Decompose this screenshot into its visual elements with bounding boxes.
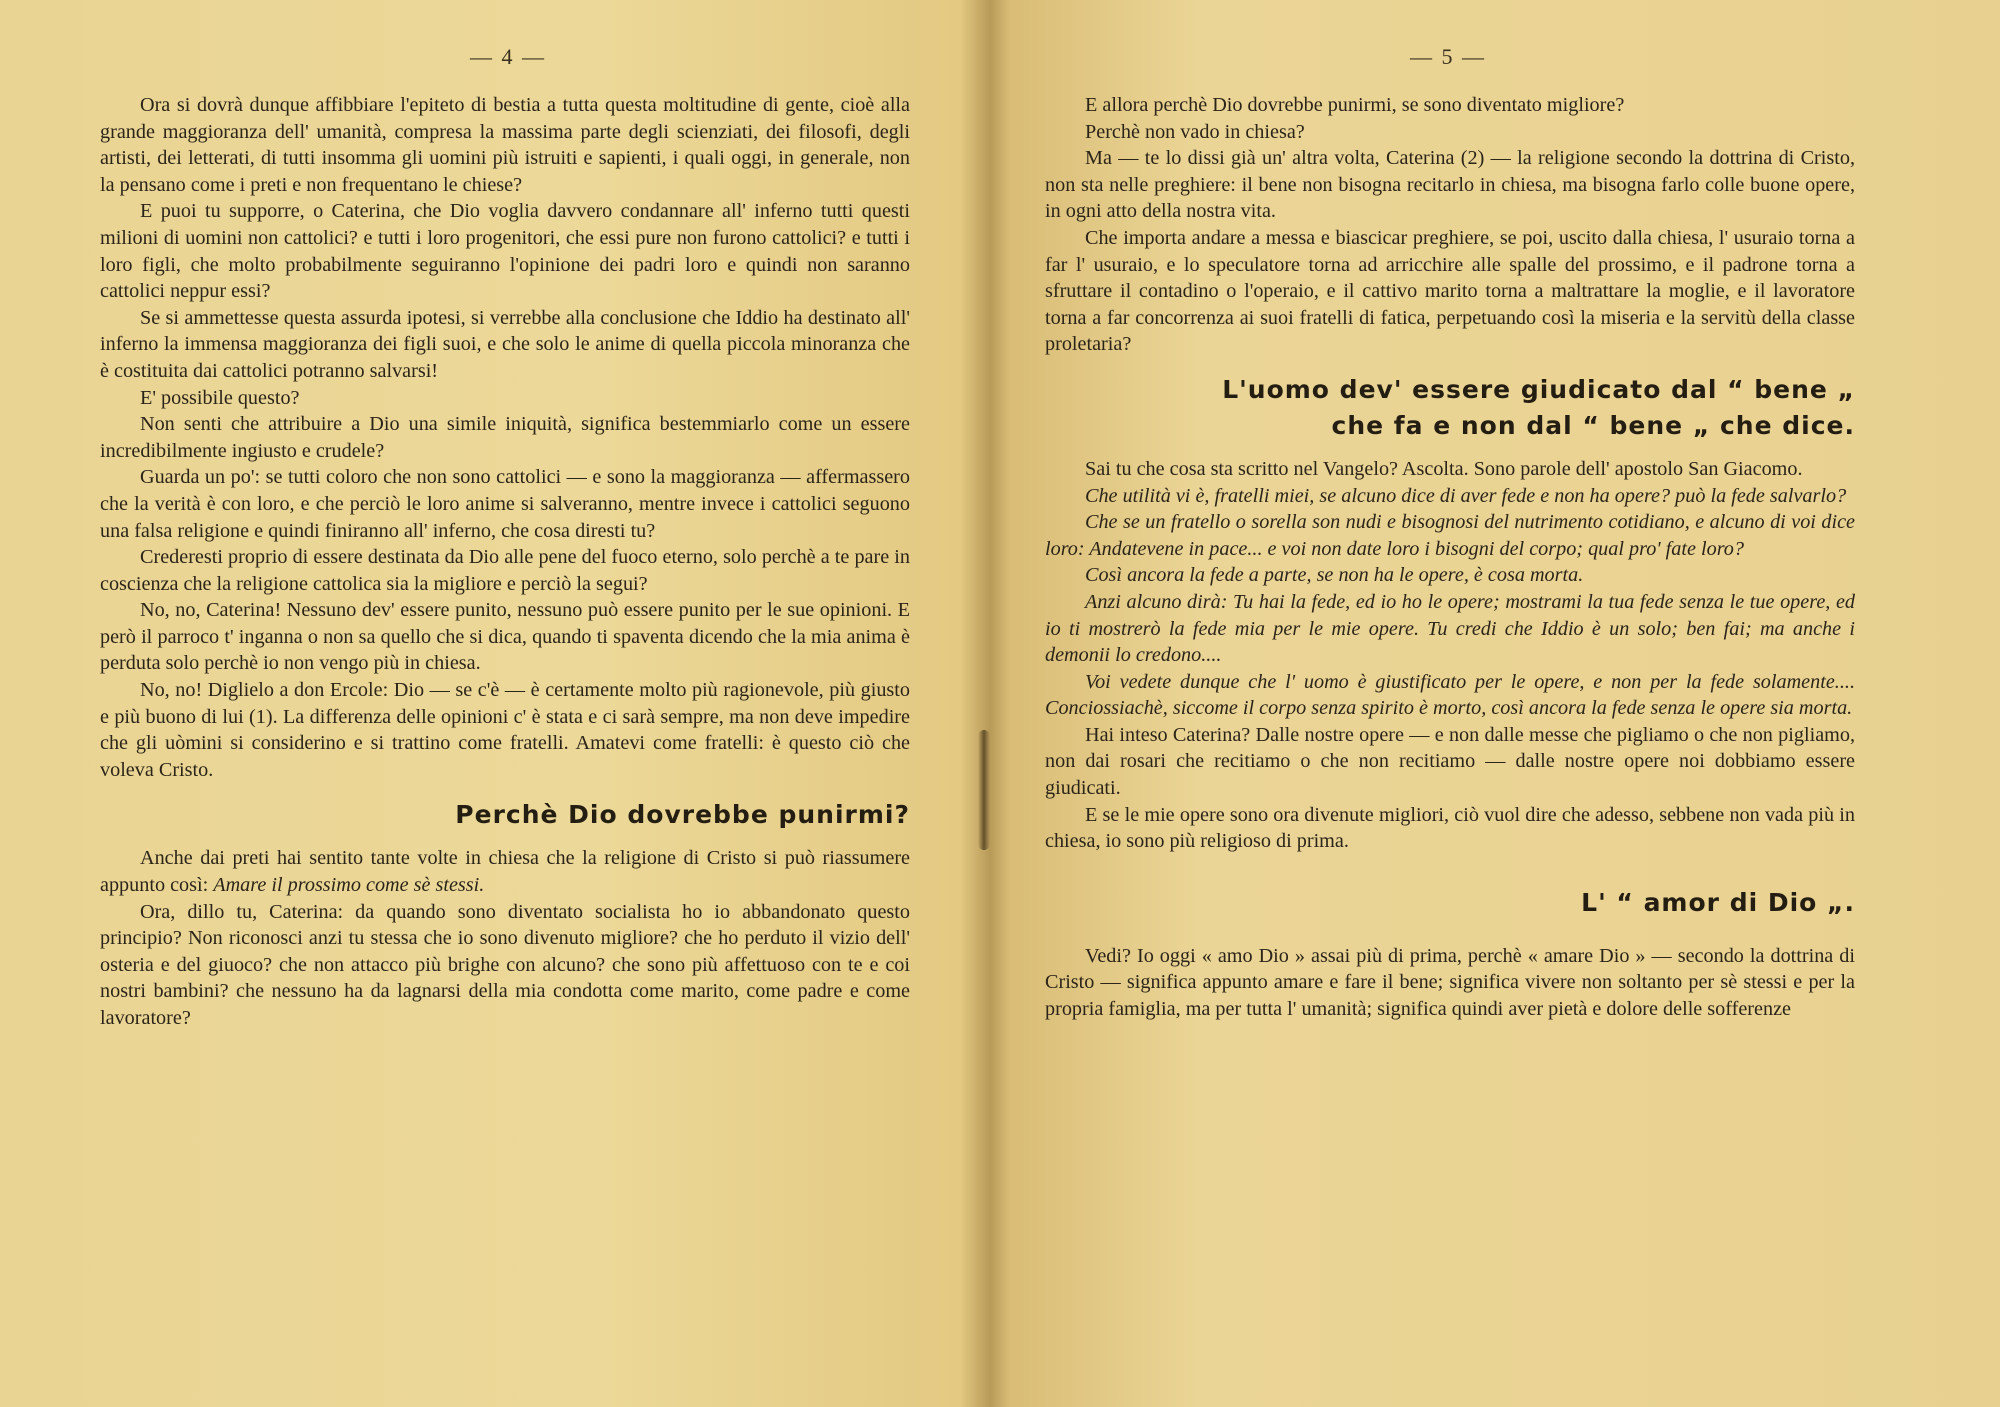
right-page-body: [1045, 92, 1855, 1023]
paragraph: Hai inteso Caterina? Dalle nostre opere — e non dalle messe che pigliamo o che non pigliamo, non dai rosari che recitiamo o che non recitiamo — dalle nostre opere noi dobbiamo essere giudicati.: [1045, 723, 1855, 800]
paragraph: E puoi tu supporre, o Caterina, che Dio voglia davvero condannare all' inferno tutti questi milioni di uomini non cattolici? e tutti i loro progenitori, che essi pure non furono cattolici? e tutti i loro figli, che molto probabilmente seguiranno l'opinione dei padri loro e quindi non saranno cattolici neppur essi?: [100, 200, 910, 303]
page-number: — 5 —: [1410, 44, 1486, 69]
page-number: — 4 —: [470, 44, 546, 69]
right-page: [1005, 0, 2000, 1407]
scripture-quote: Voi vedete dunque che l' uomo è giustificato per le opere, e non per la fede solamente.... Conciossiachè, siccome il corpo senza spirito è morto, così ancora la fede senza le opere sia morta.: [1045, 670, 1855, 720]
paragraph: Se si ammettesse questa assurda ipotesi, si verrebbe alla conclusione che Iddio ha destinato all' inferno la immensa maggioranza dei figli suoi, e che solo le anime di quella piccola minoranza che è costituita dai cattolici potranno salvarsi!: [100, 306, 910, 382]
paragraph: E allora perchè Dio dovrebbe punirmi, se sono diventato migliore?: [1085, 94, 1625, 116]
paragraph: E' possibile questo?: [140, 386, 300, 409]
paragraph: Ma — te lo dissi già un' altra volta, Caterina (2) — la religione secondo la dottrina di Cristo, non sta nelle preghiere: il bene non bisogna recitarlo in chiesa, ma bisogna farlo colle buone opere, in ogni atto della nostra vita.: [1045, 147, 1855, 223]
paragraph: No, no, Caterina! Nessuno dev' essere punito, nessuno può essere punito per le sue opinioni. E però il parroco t' inganna o non sa quello che si dica, quando ti spaventa dicendo che la mia anima è perduta solo perchè io non vengo più in chiesa.: [100, 599, 910, 675]
paragraph: Non senti che attribuire a Dio una simile iniquità, significa bestemmiarlo come un essere incredibilmente ingiusto e crudele?: [100, 413, 910, 462]
section-heading: [1045, 372, 1855, 444]
paragraph: [100, 845, 910, 898]
scripture-quote: Che se un fratello o sorella son nudi e bisognosi del nutrimento cotidiano, e alcuno di voi dice loro: Andatevene in pace... e voi non date loro i bisogni del corpo; qual pro' fate loro?: [1045, 511, 1855, 560]
paragraph: Ora, dillo tu, Caterina: da quando sono diventato socialista ho io abbandonato questo principio? Non riconosci anzi tu stessa che io sono divenuto migliore? che ho perduto il vizio dell' osteria e del giuoco? che non attacco più brighe con alcuno? che sono più affettuoso con te e coi nostri bambini? che nessuno ha da lagnarsi della mia condotta come marito, come padre e come lavoratore?: [100, 900, 910, 1029]
heading-line: L'uomo dev' essere giudicato dal “ bene „: [1222, 374, 1855, 404]
italic-phrase: Amare il prossimo come sè stessi.: [213, 874, 485, 897]
scripture-quote: Anzi alcuno dirà: Tu hai la fede, ed io ho le opere; mostrami la tua fede senza le tue opere, ed io ti mostrerò la fede mia per le mie opere. Tu credi che Iddio è un solo; ben fai; ma anche i demonii lo credono....: [1045, 590, 1855, 667]
paragraph: Vedi? Io oggi « amo Dio » assai più di prima, perchè « amare Dio » — secondo la dottrina di Cristo — significa appunto amare e fare il bene; significa vivere non soltanto per sè stessi e per la propria famiglia, ma per tutta l' umanità; significa quindi aver pietà e dolore delle sofferenze: [1045, 944, 1855, 1021]
paragraph: Guarda un po': se tutti coloro che non sono cattolici — e sono la maggioranza — affermassero che la verità è con loro, e che perciò le loro anime si salveranno, mentre invece i cattolici seguono una falsa religione e quindi finiranno all' inferno, che cosa diresti tu?: [100, 466, 910, 542]
paragraph: Sai tu che cosa sta scritto nel Vangelo? Ascolta. Sono parole dell' apostolo San Giacomo.: [1085, 457, 1803, 480]
heading-line: che fa e non dal “ bene „ che dice.: [1331, 410, 1855, 440]
left-page: [0, 0, 990, 1407]
paragraph: E se le mie opere sono ora divenute migliori, ciò vuol dire che adesso, sebbene non vada più in chiesa, io sono più religioso di prima.: [1045, 803, 1855, 853]
paragraph: Perchè non vado in chiesa?: [1085, 120, 1305, 143]
section-heading: L' “ amor di Dio „.: [1581, 887, 1855, 917]
paragraph: No, no! Diglielo a don Ercole: Dio — se c'è — è certamente molto più ragionevole, più giusto e più buono di lui (1). La differenza delle opinioni c' è stata e ci sarà sempre, ma non deve impedire che gli uòmini si considerino e si trattino come fratelli. Amatevi come fratelli: è questo ciò che voleva Cristo.: [100, 679, 910, 781]
paragraph: Ora si dovrà dunque affibbiare l'epiteto di bestia a tutta questa moltitudine di gente, cioè alla grande maggioranza dell' umanità, compresa la massima parte degli scienziati, dei filosofi, degli artisti, dei letterati, di tutti insomma gli uomini più istruiti e sapienti, i quali oggi, in generale, non la pensano come i preti e non frequentano le chiese?: [100, 94, 910, 196]
scripture-quote: Così ancora la fede a parte, se non ha le opere, è cosa morta.: [1085, 564, 1584, 587]
paragraph-text: Anche dai preti hai sentito tante volte in chiesa che la religione di Cristo si può riassumere appunto così:: [100, 847, 910, 897]
paragraph: Crederesti proprio di essere destinata da Dio alle pene del fuoco eterno, solo perchè a te pare in coscienza che la religione cattolica sia la migliore e perciò la segui?: [100, 546, 910, 595]
left-page-body: [100, 92, 910, 1032]
section-heading: Perchè Dio dovrebbe punirmi?: [455, 800, 910, 830]
paragraph: Che importa andare a messa e biascicar preghiere, se poi, uscito dalla chiesa, l' usuraio torna a far l' usuraio, e lo speculatore torna ad arricchire alle spalle del prossimo, e il padrone torna a sfruttare il contadino o l'operaio, e il cattivo marito torna a maltrattare la moglie, e il lavoratore torna a far concorrenza ai suoi fratelli di fatica, perpetuando così la miseria e la servitù della classe proletaria?: [1045, 226, 1855, 356]
scripture-quote: Che utilità vi è, fratelli miei, se alcuno dice di aver fede e non ha opere? può la fede salvarlo?: [1085, 484, 1847, 507]
